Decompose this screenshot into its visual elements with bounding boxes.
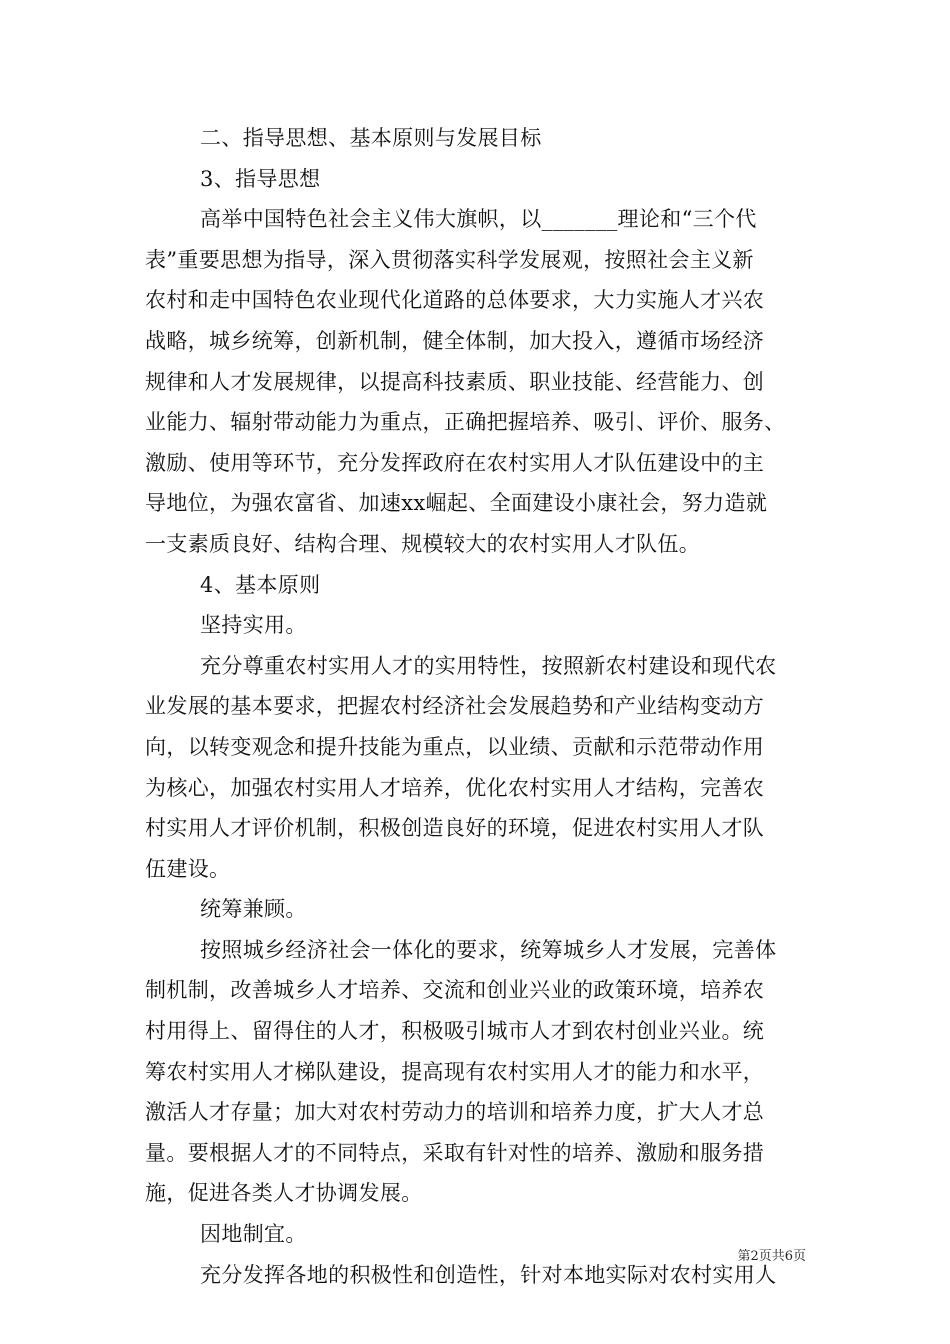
text-line: 因地制宜。 (200, 1222, 307, 1247)
text-line: 按照城乡经济社会一体化的要求，统筹城乡人才发展，完善体 (200, 937, 777, 962)
text-line: 向，以转变观念和提升技能为重点，以业绩、贡献和示范带动作用 (145, 734, 765, 759)
text-line: 为核心，加强农村实用人才培养，优化农村实用人才结构，完善农 (145, 775, 765, 800)
text-line: 3、指导思想 (200, 166, 321, 191)
text-line: 业发展的基本要求，把握农村经济社会发展趋势和产业结构变动方 (145, 694, 765, 719)
text-line: 制机制，改善城乡人才培养、交流和创业兴业的政策环境，培养农 (145, 978, 765, 1003)
text-line: 4、基本原则 (200, 572, 321, 597)
text-line: 村实用人才评价机制，积极创造良好的环境，促进农村实用人才队 (145, 816, 765, 841)
text-line: 一支素质良好、结构合理、规模较大的农村实用人才队伍。 (145, 531, 701, 556)
text-line: 激活人才存量；加大对农村劳动力的培训和培养力度，扩大人才总 (145, 1100, 765, 1125)
text-line: 伍建设。 (145, 856, 231, 881)
text-line: 农村和走中国特色农业现代化道路的总体要求，大力实施人才兴农 (145, 288, 765, 313)
text-line: 坚持实用。 (200, 613, 307, 638)
text-line: 高举中国特色社会主义伟大旗帜，以_______理论和“三个代 (200, 207, 757, 232)
text-line: 导地位，为强农富省、加速xx崛起、全面建设小康社会，努力造就 (145, 491, 768, 516)
text-line: 业能力、辐射带动能力为重点，正确把握培养、吸引、评价、服务、 (145, 410, 786, 435)
text-line: 统筹兼顾。 (200, 897, 307, 922)
page-number: 第2页共6页 (737, 1249, 806, 1264)
text-line: 二、指导思想、基本原则与发展目标 (200, 126, 542, 150)
text-line: 充分尊重农村实用人才的实用特性，按照新农村建设和现代农 (200, 653, 777, 678)
text-line: 筹农村实用人才梯队建设，提高现有农村实用人才的能力和水平， (145, 1059, 765, 1084)
text-line: 战略，城乡统筹，创新机制，健全体制，加大投入，遵循市场经济 (145, 328, 765, 353)
text-line: 量。要根据人才的不同特点，采取有针对性的培养、激励和服务措 (145, 1140, 765, 1165)
document-body (145, 118, 825, 1295)
text-line: 激励、使用等环节，充分发挥政府在农村实用人才队伍建设中的主 (145, 450, 765, 475)
text-line: 施，促进各类人才协调发展。 (145, 1181, 423, 1206)
text-line: 表”重要思想为指导，深入贯彻落实科学发展观，按照社会主义新 (145, 247, 754, 272)
text-line: 规律和人才发展规律，以提高科技素质、职业技能、经营能力、创 (145, 369, 765, 394)
text-line: 充分发挥各地的积极性和创造性，针对本地实际对农村实用人 (200, 1262, 777, 1287)
text-line: 村用得上、留得住的人才，积极吸引城市人才到农村创业兴业。统 (145, 1019, 765, 1044)
